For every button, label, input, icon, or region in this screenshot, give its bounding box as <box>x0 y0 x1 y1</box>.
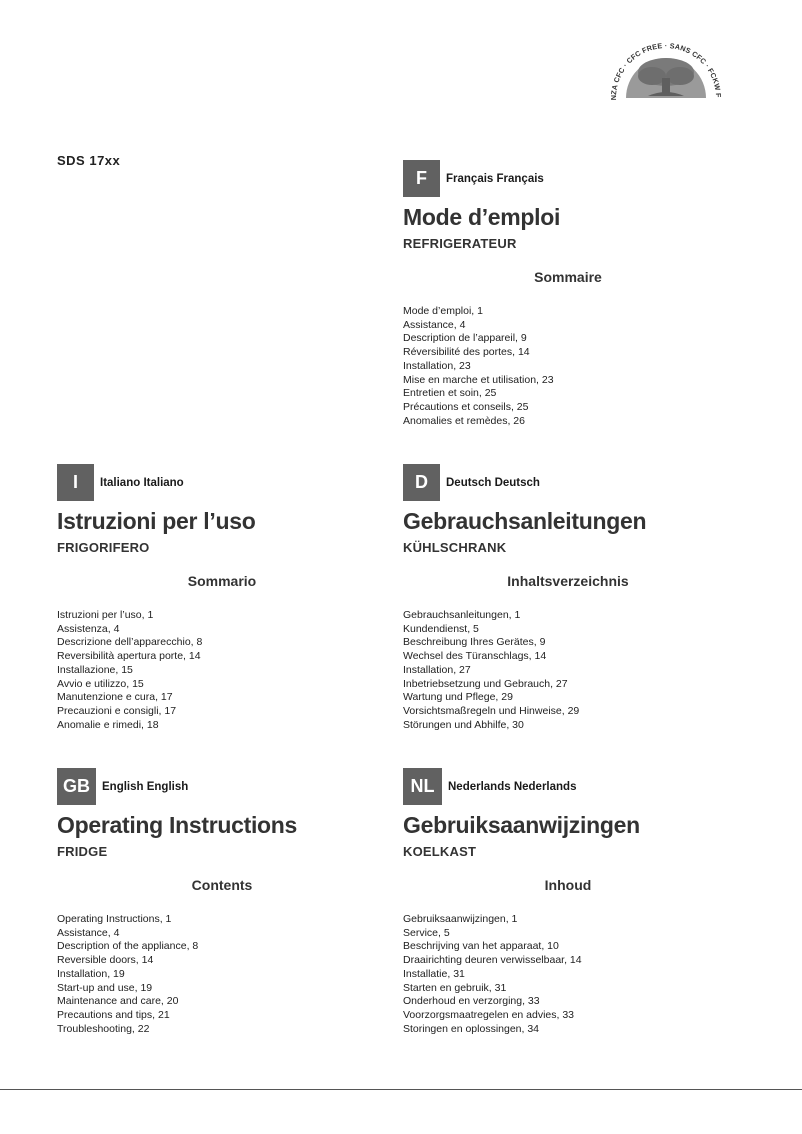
language-name: Nederlands Nederlands <box>448 780 577 793</box>
bottom-divider <box>0 1089 802 1090</box>
toc-item: Entretien et soin, 25 <box>403 387 497 400</box>
table-of-contents <box>403 305 733 428</box>
section-title: Gebruiksaanwijzingen <box>403 812 640 838</box>
section-english <box>57 768 387 1036</box>
contents-heading: Sommario <box>187 573 257 589</box>
toc-item: Inbetriebsetzung und Gebrauch, 27 <box>403 677 568 690</box>
table-of-contents <box>403 913 733 1036</box>
toc-item: Start-up and use, 19 <box>57 981 153 994</box>
toc-item: Gebruiksaanwijzingen, 1 <box>403 913 518 925</box>
appliance-type: FRIGORIFERO <box>57 540 150 555</box>
cfc-free-logo <box>608 36 724 102</box>
toc-item: Avvio e utilizzo, 15 <box>57 677 144 690</box>
language-name: Italiano Italiano <box>100 476 184 489</box>
toc-item: Installation, 23 <box>403 359 471 372</box>
language-name: Français Français <box>446 172 544 185</box>
language-code-badge: I <box>57 464 94 501</box>
table-of-contents <box>57 913 387 1036</box>
toc-item: Precauzioni e consigli, 17 <box>57 704 177 717</box>
toc-item: Onderhoud en verzorging, 33 <box>403 995 540 1008</box>
section-italian <box>57 464 387 732</box>
toc-item: Manutenzione e cura, 17 <box>57 691 173 704</box>
appliance-type: KÜHLSCHRANK <box>403 540 507 555</box>
toc-item: Service, 5 <box>403 926 450 939</box>
toc-item: Description of the appliance, 8 <box>57 940 199 953</box>
toc-item: Installation, 19 <box>57 967 125 980</box>
toc-item: Vorsichtsmaßregeln und Hinweise, 29 <box>403 704 580 717</box>
toc-item: Gebrauchsanleitungen, 1 <box>403 609 521 621</box>
toc-item: Kundendienst, 5 <box>403 622 479 635</box>
toc-item: Descrizione dell’apparecchio, 8 <box>57 636 203 649</box>
toc-item: Maintenance and care, 20 <box>57 995 179 1008</box>
toc-item: Beschrijving van het apparaat, 10 <box>403 940 559 953</box>
toc-item: Precautions and tips, 21 <box>57 1008 170 1021</box>
language-name: Deutsch Deutsch <box>446 476 540 489</box>
toc-item: Istruzioni per l’uso, 1 <box>57 609 154 621</box>
toc-item: Reversibilità apertura porte, 14 <box>57 650 201 663</box>
language-code-badge: GB <box>57 768 96 805</box>
toc-item: Draairichting deuren verwisselbaar, 14 <box>403 954 582 967</box>
language-code-badge: NL <box>403 768 442 805</box>
toc-item: Assistenza, 4 <box>57 622 120 635</box>
logo-text: NZA CFC · CFC FREE · SANS CFC · FCKW F <box>608 41 724 101</box>
contents-heading: Inhaltsverzeichnis <box>507 573 629 589</box>
tree-icon <box>608 36 724 102</box>
table-of-contents <box>403 609 733 732</box>
language-name: English English <box>102 780 189 793</box>
toc-item: Starten en gebruik, 31 <box>403 981 507 994</box>
section-title: Operating Instructions <box>57 812 298 838</box>
contents-heading: Sommaire <box>534 269 602 285</box>
toc-item: Mode d’emploi, 1 <box>403 305 483 317</box>
toc-item: Troubleshooting, 22 <box>57 1022 150 1035</box>
toc-item: Mise en marche et utilisation, 23 <box>403 373 554 386</box>
appliance-type: FRIDGE <box>57 844 108 859</box>
toc-item: Wechsel des Türanschlags, 14 <box>403 650 547 663</box>
section-title: Gebrauchsanleitungen <box>403 508 647 534</box>
language-code-badge: D <box>403 464 440 501</box>
toc-item: Installation, 27 <box>403 663 471 676</box>
model-number: SDS 17xx <box>57 153 121 168</box>
toc-item: Operating Instructions, 1 <box>57 913 172 925</box>
toc-item: Störungen und Abhilfe, 30 <box>403 718 524 731</box>
toc-item: Anomalies et remèdes, 26 <box>403 414 525 427</box>
contents-heading: Inhoud <box>544 877 592 893</box>
toc-item: Installazione, 15 <box>57 663 133 676</box>
section-french <box>403 160 733 428</box>
toc-item: Installatie, 31 <box>403 967 465 980</box>
appliance-type: KOELKAST <box>403 844 477 859</box>
toc-item: Précautions et conseils, 25 <box>403 400 529 413</box>
toc-item: Reversible doors, 14 <box>57 954 154 967</box>
toc-item: Beschreibung Ihres Gerätes, 9 <box>403 636 546 649</box>
toc-item: Anomalie e rimedi, 18 <box>57 718 159 731</box>
appliance-type: REFRIGERATEUR <box>403 236 517 251</box>
toc-item: Assistance, 4 <box>403 318 466 331</box>
section-title: Mode d’emploi <box>403 204 561 230</box>
toc-item: Wartung und Pflege, 29 <box>403 691 513 704</box>
toc-item: Assistance, 4 <box>57 926 120 939</box>
toc-item: Description de l’appareil, 9 <box>403 332 527 345</box>
section-german <box>403 464 733 732</box>
language-code-badge: F <box>403 160 440 197</box>
toc-item: Storingen en oplossingen, 34 <box>403 1022 540 1035</box>
toc-item: Voorzorgsmaatregelen en advies, 33 <box>403 1008 575 1021</box>
toc-item: Réversibilité des portes, 14 <box>403 346 530 359</box>
section-title: Istruzioni per l’uso <box>57 508 256 534</box>
contents-heading: Contents <box>191 877 253 893</box>
section-dutch <box>403 768 733 1036</box>
table-of-contents <box>57 609 387 732</box>
